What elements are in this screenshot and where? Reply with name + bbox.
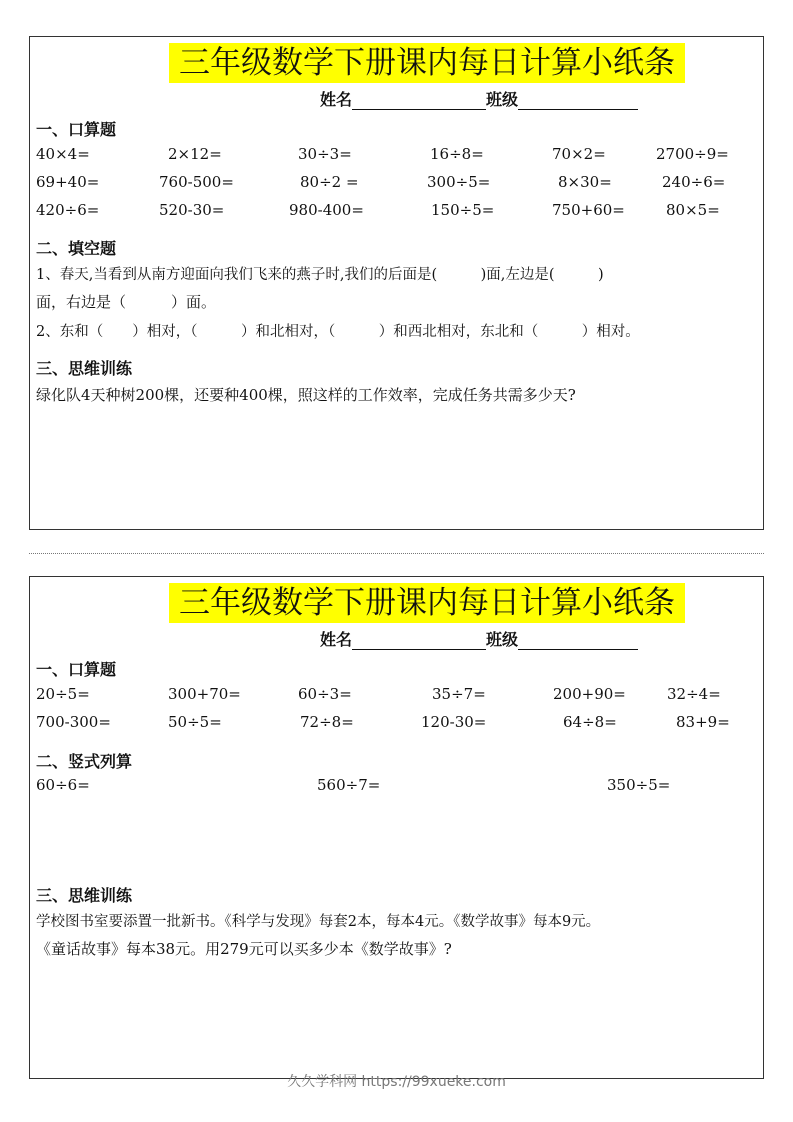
oral-row: [30, 145, 765, 167]
oral-problem: 80÷2 =: [300, 173, 359, 191]
section-fill-title: 二、填空题: [36, 239, 117, 258]
class-blank: [518, 91, 638, 110]
section-thinking-title: 三、思维训练: [36, 359, 133, 378]
class-label: 班级: [486, 630, 519, 649]
oral-row: [30, 713, 765, 735]
class-blank: [518, 631, 638, 650]
oral-problem: 72÷8=: [300, 713, 354, 731]
oral-problem: 32÷4=: [667, 685, 721, 703]
worksheet-strip-1: [29, 36, 764, 530]
oral-problem: 40×4=: [36, 145, 90, 163]
fill-question-1-line-2: 面，右边是（ ）面。: [36, 293, 217, 311]
oral-problem: 20÷5=: [36, 685, 90, 703]
oral-problem: 240÷6=: [662, 173, 726, 191]
oral-problem: 760-500=: [159, 173, 234, 191]
oral-problem: 2×12=: [168, 145, 222, 163]
worksheet-strip-2: [29, 576, 764, 1079]
oral-problem: 30÷3=: [298, 145, 352, 163]
strip-title: 三年级数学下册课内每日计算小纸条: [169, 43, 685, 83]
name-label: 姓名: [320, 90, 353, 109]
thinking-question: 绿化队4天种树200棵，还要种400棵，照这样的工作效率，完成任务共需多少天?: [36, 386, 576, 404]
oral-problem: 8×30=: [558, 173, 612, 191]
oral-problem: 520-30=: [159, 201, 225, 219]
fill-question-1-line-1: 1、春天,当看到从南方迎面向我们飞来的燕子时,我们的后面是( )面,左边是( ): [36, 267, 604, 283]
thinking-question-line-2: 《童话故事》每本38元。用279元可以买多少本《数学故事》?: [36, 940, 452, 958]
section-oral-title: 一、口算题: [36, 120, 117, 139]
name-blank: [352, 91, 486, 110]
thinking-question-line-1: 学校图书室要添置一批新书。《科学与发现》每套2本，每本4元。《数学故事》每本9元。: [36, 914, 601, 930]
oral-problem: 120-30=: [421, 713, 487, 731]
oral-problem: 300÷5=: [427, 173, 491, 191]
oral-problem: 35÷7=: [432, 685, 486, 703]
oral-problem: 83+9=: [676, 713, 730, 731]
vertical-problem: 350÷5=: [607, 776, 671, 794]
oral-problem: 700-300=: [36, 713, 111, 731]
cut-line-divider: [29, 553, 764, 554]
name-blank: [352, 631, 486, 650]
fill-question-2: 2、东和（ ）相对，（ ）和北相对，（ ）和西北相对，东北和（ ）相对。: [36, 324, 640, 340]
vertical-calc-row: [30, 776, 765, 798]
oral-problem: 750+60=: [552, 201, 625, 219]
oral-problem: 80×5=: [666, 201, 720, 219]
oral-problem: 70×2=: [552, 145, 606, 163]
name-class-bar: [320, 87, 638, 110]
oral-row: [30, 201, 765, 223]
name-class-bar: [320, 627, 638, 650]
oral-problem: 69+40=: [36, 173, 100, 191]
oral-row: [30, 173, 765, 195]
name-label: 姓名: [320, 630, 353, 649]
vertical-problem: 560÷7=: [317, 776, 381, 794]
oral-problem: 64÷8=: [563, 713, 617, 731]
vertical-problem: 60÷6=: [36, 776, 90, 794]
oral-problem: 420÷6=: [36, 201, 100, 219]
oral-problem: 16÷8=: [430, 145, 484, 163]
oral-problem: 200+90=: [553, 685, 626, 703]
section-oral-title: 一、口算题: [36, 660, 117, 679]
oral-problem: 2700÷9=: [656, 145, 729, 163]
section-vertical-title: 二、竖式列算: [36, 752, 133, 771]
oral-problem: 150÷5=: [431, 201, 495, 219]
oral-problem: 980-400=: [289, 201, 364, 219]
class-label: 班级: [486, 90, 519, 109]
oral-problem: 50÷5=: [168, 713, 222, 731]
oral-problem: 60÷3=: [298, 685, 352, 703]
section-thinking-title: 三、思维训练: [36, 886, 133, 905]
footer-watermark: 久久学科网 https://99xueke.com: [287, 1074, 506, 1090]
oral-problem: 300+70=: [168, 685, 241, 703]
strip-title: 三年级数学下册课内每日计算小纸条: [169, 583, 685, 623]
oral-row: [30, 685, 765, 707]
